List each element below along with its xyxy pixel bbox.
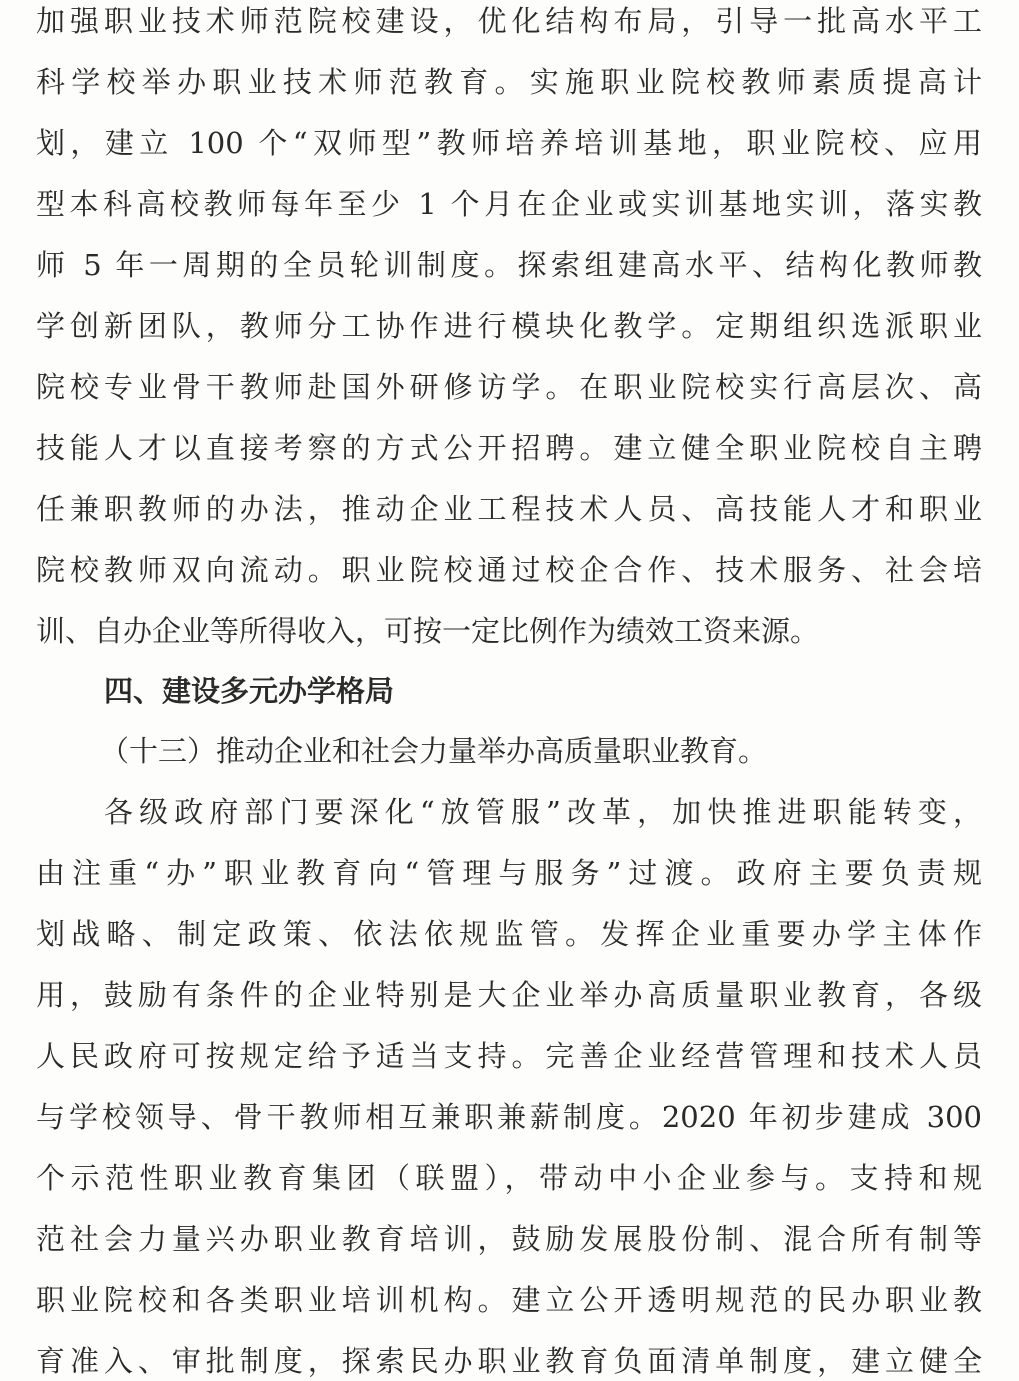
paragraph-line: 院校教师双向流动。职业院校通过校企合作、技术服务、社会培	[36, 553, 982, 587]
paragraph-line: 育准入、审批制度，探索民办职业教育负面清单制度，建立健全	[36, 1344, 982, 1378]
paragraph-line: 用，鼓励有条件的企业特别是大企业举办高质量职业教育，各级	[36, 978, 982, 1012]
paragraph-line: 各级政府部门要深化“放管服”改革，加快推进职能转变，	[104, 795, 982, 829]
section-heading: 四、建设多元办学格局	[104, 674, 395, 708]
paragraph-line: 划战略、制定政策、依法依规监管。发挥企业重要办学主体作	[36, 917, 982, 951]
paragraph-line: 加强职业技术师范院校建设，优化结构布局，引导一批高水平工	[36, 4, 982, 38]
paragraph-line: 学创新团队，教师分工协作进行模块化教学。定期组织选派职业	[36, 309, 982, 343]
paragraph-line: 个示范性职业教育集团（联盟），带动中小企业参与。支持和规	[36, 1161, 982, 1195]
paragraph-line: 与学校领导、骨干教师相互兼职兼薪制度。2020 年初步建成 300	[36, 1100, 982, 1134]
paragraph-line: 院校专业骨干教师赴国外研修访学。在职业院校实行高层次、高	[36, 370, 982, 404]
paragraph-line: 范社会力量兴办职业教育培训，鼓励发展股份制、混合所有制等	[36, 1222, 982, 1256]
paragraph-line: 划，建立 100 个“双师型”教师培养培训基地，职业院校、应用	[36, 126, 982, 160]
paragraph-line: 由注重“办”职业教育向“管理与服务”过渡。政府主要负责规	[36, 856, 982, 890]
paragraph-line: 训、自办企业等所得收入，可按一定比例作为绩效工资来源。	[36, 614, 820, 648]
paragraph-line: 技能人才以直接考察的方式公开招聘。建立健全职业院校自主聘	[36, 431, 982, 465]
paragraph-line: 职业院校和各类职业培训机构。建立公开透明规范的民办职业教	[36, 1283, 982, 1317]
paragraph-line: 科学校举办职业技术师范教育。实施职业院校教师素质提高计	[36, 65, 982, 99]
paragraph-line: 型本科高校教师每年至少 1 个月在企业或实训基地实训，落实教	[36, 187, 982, 221]
paragraph-line: 师 5 年一周期的全员轮训制度。探索组建高水平、结构化教师教	[36, 248, 982, 282]
paragraph-line: 任兼职教师的办法，推动企业工程技术人员、高技能人才和职业	[36, 492, 982, 526]
subsection-heading: （十三）推动企业和社会力量举办高质量职业教育。	[100, 734, 768, 768]
paragraph-line: 人民政府可按规定给予适当支持。完善企业经营管理和技术人员	[36, 1039, 982, 1073]
